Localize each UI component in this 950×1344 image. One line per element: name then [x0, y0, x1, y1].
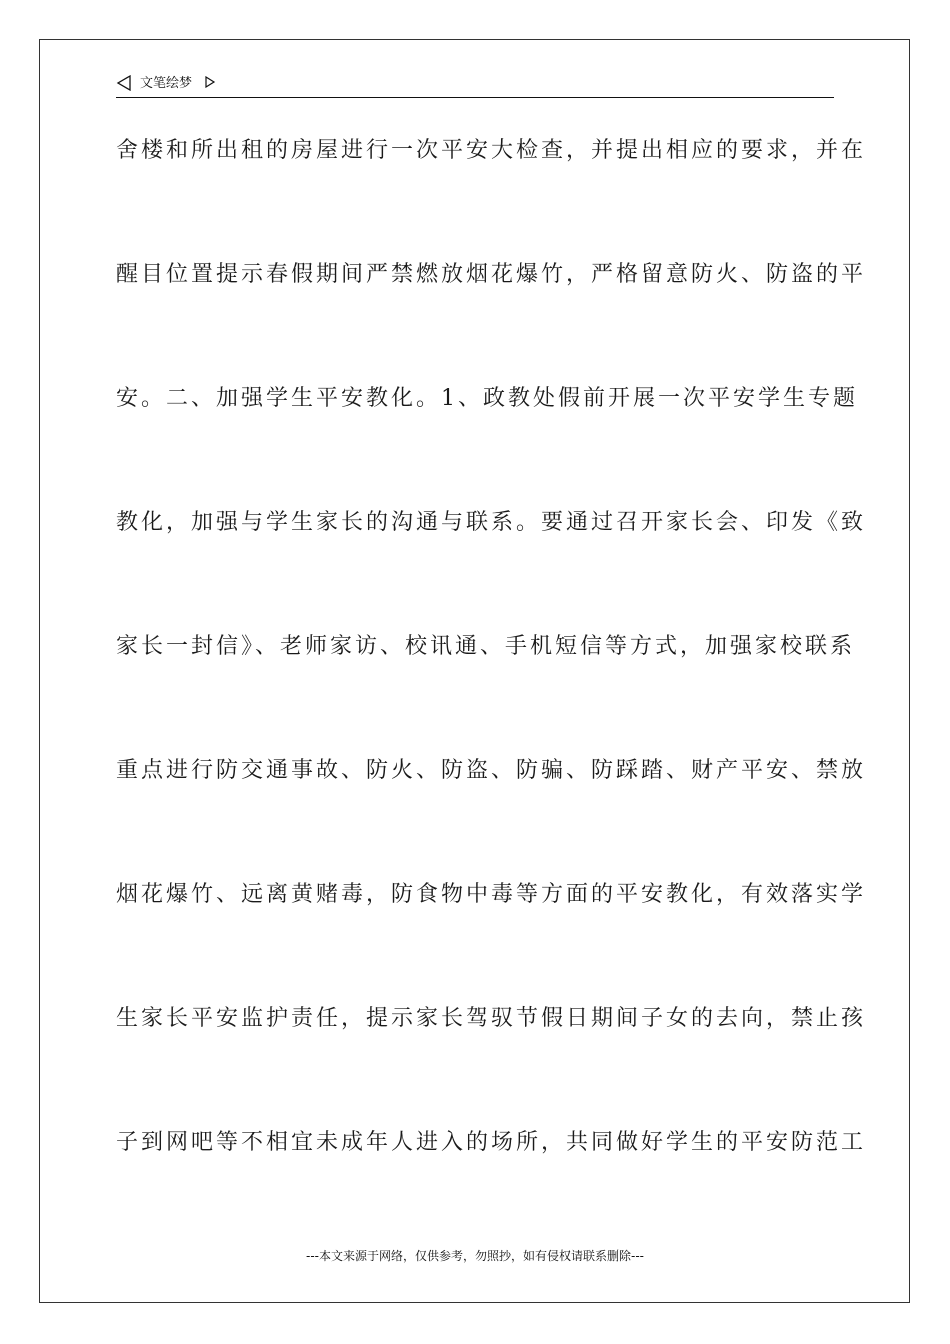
body-text-line: 教化，加强与学生家长的沟通与联系。要通过召开家长会、印发《致: [116, 510, 867, 535]
body-text-line: 生家长平安监护责任，提示家长驾驭节假日期间子女的去向，禁止孩: [116, 1006, 867, 1031]
body-text-line: 烟花爆竹、远离黄赌毒，防食物中毒等方面的平安教化，有效落实学: [116, 882, 867, 907]
body-text-line: 舍楼和所出租的房屋进行一次平安大检查，并提出相应的要求，并在: [116, 138, 867, 163]
footer-disclaimer: ---本文来源于网络，仅供参考，勿照抄，如有侵权请联系删除---: [306, 1249, 644, 1263]
body-text-line: 子到网吧等不相宜未成年人进入的场所，共同做好学生的平安防范工: [116, 1130, 867, 1155]
left-triangle-outline-icon: [116, 75, 132, 91]
right-triangle-outline-icon: [204, 76, 216, 88]
body-text-line: 安。二、加强学生平安教化。1、政教处假前开展一次平安学生专题: [116, 386, 858, 411]
body-text-line: 醒目位置提示春假期间严禁燃放烟花爆竹，严格留意防火、防盗的平: [116, 262, 867, 287]
body-text-line: 重点进行防交通事故、防火、防盗、防骗、防踩踏、财产平安、禁放: [116, 758, 867, 783]
page-frame: [39, 39, 910, 1303]
body-text-line: 家长一封信》、老师家访、校讯通、手机短信等方式，加强家校联系: [116, 634, 856, 659]
page-header: [116, 72, 834, 98]
header-title: 文笔绘梦: [140, 76, 193, 91]
